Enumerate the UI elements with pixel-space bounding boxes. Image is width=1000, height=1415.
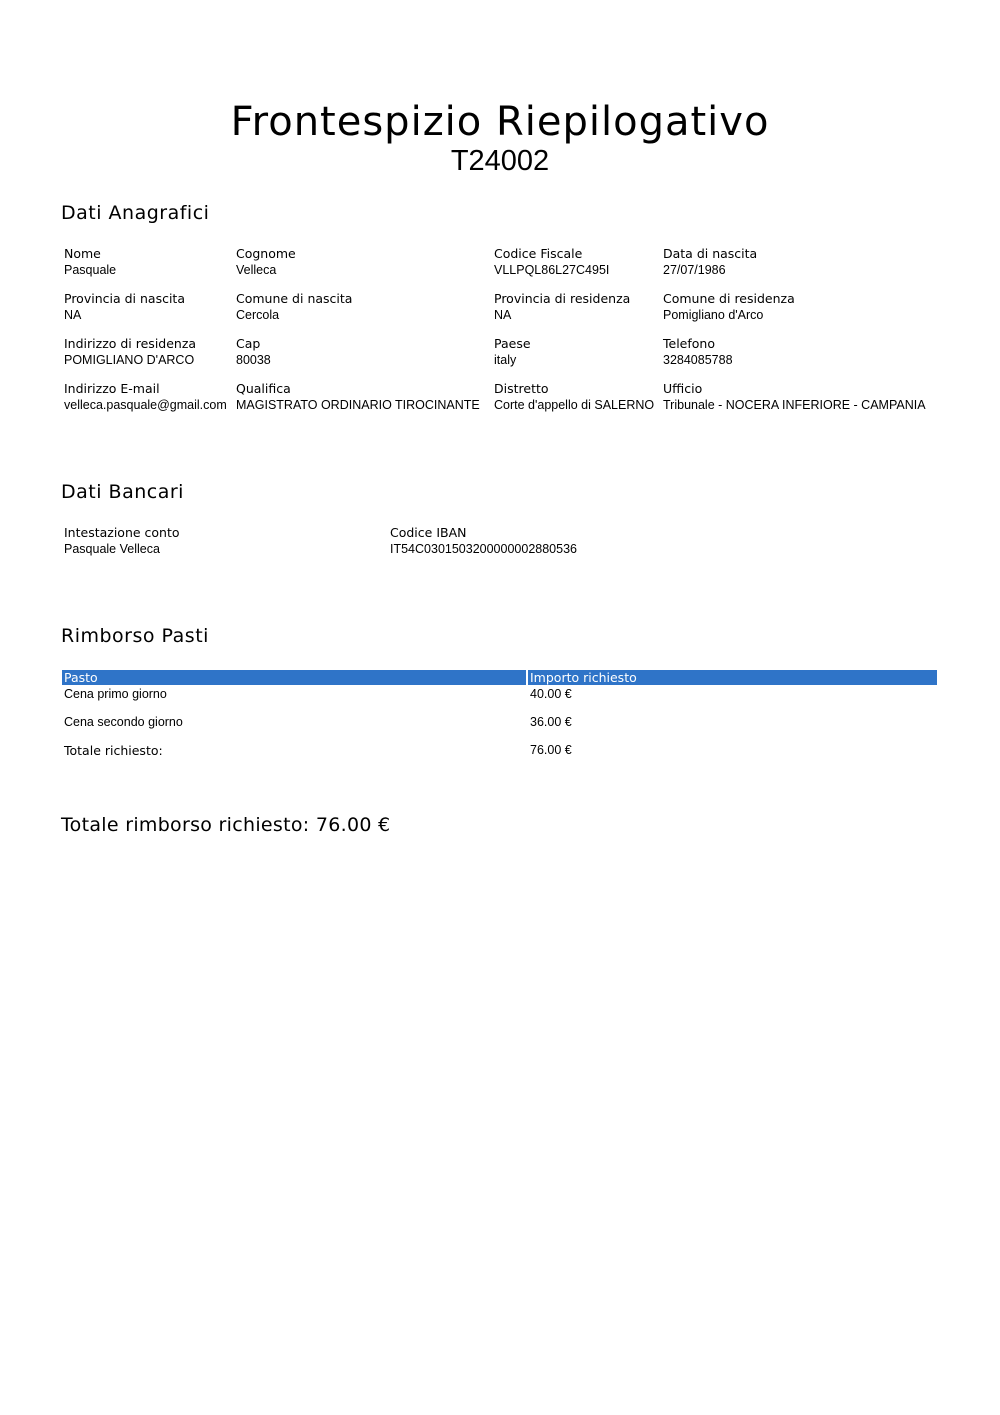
document-code: T24002: [450, 145, 550, 177]
field-value: MAGISTRATO ORDINARIO TIROCINANTE: [236, 398, 480, 412]
field-value: IT54C0301503200000002880536: [390, 542, 577, 556]
field-provincia-residenza: [494, 291, 630, 324]
meal-name: Cena primo giorno: [64, 687, 167, 701]
field-value: VLLPQL86L27C495I: [494, 263, 610, 277]
meals-table: [62, 670, 937, 769]
column-header-importo: Importo richiesto: [528, 670, 937, 685]
field-comune-nascita: [236, 291, 352, 324]
field-cognome: [236, 246, 296, 279]
field-value: Pomigliano d'Arco: [663, 308, 764, 322]
field-value: velleca.pasquale@gmail.com: [64, 398, 227, 412]
field-qualifica: [236, 381, 480, 414]
field-cap: [236, 336, 271, 369]
field-value: 27/07/1986: [663, 263, 726, 277]
meal-amount: 40.00 €: [530, 687, 572, 701]
field-label: Provincia di residenza: [494, 291, 631, 306]
meal-amount: 36.00 €: [530, 715, 572, 729]
field-label: Indirizzo E-mail: [64, 381, 160, 396]
field-label: Codice IBAN: [390, 525, 467, 540]
field-label: Cognome: [236, 246, 296, 261]
field-paese: [494, 336, 531, 369]
table-total-row: [62, 741, 937, 769]
field-value: 3284085788: [663, 353, 733, 367]
meals-table-header: [62, 670, 937, 685]
field-data-nascita: [663, 246, 757, 279]
field-label: Cap: [236, 336, 261, 351]
anagrafica-row: [64, 291, 944, 336]
field-comune-residenza: [663, 291, 795, 324]
column-header-pasto: Pasto: [62, 670, 526, 685]
bancari-block: [64, 525, 944, 565]
field-value: Corte d'appello di SALERNO: [494, 398, 655, 412]
field-value: Cercola: [236, 308, 280, 322]
section-title-anagrafica: Dati Anagrafici: [61, 202, 210, 224]
field-label: Distretto: [494, 381, 549, 396]
anagrafica-row: [64, 381, 944, 426]
field-value: POMIGLIANO D'ARCO: [64, 353, 195, 367]
table-row: [62, 685, 937, 713]
field-label: Comune di residenza: [663, 291, 795, 306]
field-provincia-nascita: [64, 291, 185, 324]
field-value: Tribunale - NOCERA INFERIORE - CAMPANIA: [663, 398, 926, 412]
field-indirizzo-residenza: [64, 336, 196, 369]
field-value: NA: [494, 308, 512, 322]
field-label: Codice Fiscale: [494, 246, 583, 261]
field-label: Data di nascita: [663, 246, 758, 261]
field-codice-fiscale: [494, 246, 609, 279]
field-intestazione-conto: [64, 525, 180, 558]
meal-name: Cena secondo giorno: [64, 715, 183, 729]
field-label: Qualifica: [236, 381, 291, 396]
table-row: [62, 713, 937, 741]
field-value: 80038: [236, 353, 271, 367]
section-title-bancari: Dati Bancari: [61, 481, 184, 503]
field-distretto: [494, 381, 654, 414]
document-title: Frontespizio Riepilogativo: [230, 98, 770, 145]
field-codice-iban: [390, 525, 577, 558]
field-label: Indirizzo di residenza: [64, 336, 197, 351]
anagrafica-row: [64, 336, 944, 381]
field-label: Nome: [64, 246, 101, 261]
field-label: Paese: [494, 336, 531, 351]
total-amount: 76.00 €: [530, 743, 572, 757]
field-ufficio: [663, 381, 926, 414]
anagrafica-grid: [64, 246, 944, 426]
field-label: Comune di nascita: [236, 291, 353, 306]
field-value: italy: [494, 353, 517, 367]
field-value: Velleca: [236, 263, 277, 277]
field-label: Ufficio: [663, 381, 703, 396]
grand-total: Totale rimborso richiesto: 76.00 €: [61, 814, 391, 836]
field-value: Pasquale: [64, 263, 117, 277]
field-telefono: [663, 336, 733, 369]
total-label: Totale richiesto:: [64, 743, 163, 758]
anagrafica-row: [64, 246, 944, 291]
field-label: Intestazione conto: [64, 525, 180, 540]
field-label: Provincia di nascita: [64, 291, 185, 306]
field-value: Pasquale Velleca: [64, 542, 160, 556]
field-value: NA: [64, 308, 82, 322]
section-title-pasti: Rimborso Pasti: [61, 625, 209, 647]
field-nome: [64, 246, 116, 279]
field-label: Telefono: [663, 336, 715, 351]
field-email: [64, 381, 227, 414]
